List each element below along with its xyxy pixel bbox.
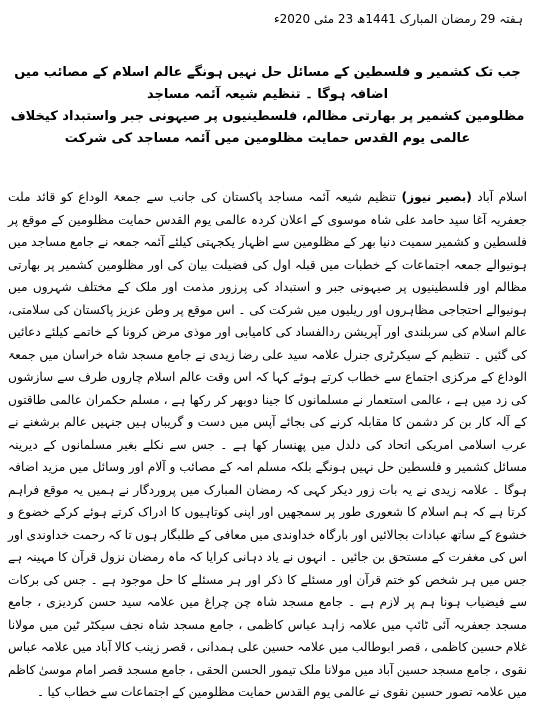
headline xyxy=(8,62,527,150)
article-paragraph xyxy=(8,186,527,704)
article-text: تنظیم شیعہ آئمہ مساجد پاکستان کی جانب سے جمعۃ الوداع کو قائد ملت جعفریہ آغا سید حامد علی شاہ موسوی کے اعلان کردہ عالمی یوم القدس حمایت مظلومین کے موقع پر فلسطین و کشمیر سمیت دنیا بھر کے مظلومین سے اظہار یکجہتی کیلئے آئمہ جمعہ نے جامع مساجد میں ہونیوالے جمعہ اجتماعات کے خطبات میں قبلہ اول کی فضیلت بیان کی اور مظلومین کشمیر پر بھارتی مظالم اور فلسطینیوں پر صیہونی جبر و استبداد کی پرزور مذمت اور ملک کے مختلف شہروں میں ہونیوالے احتجاجی مظاہروں اور ریلیوں میں شرکت کی ۔ اس موقع پر وطن عزیز پاکستان کی سلامتی، عالم اسلام کی سربلندی اور آپریشن ردالفساد کی کامیابی اور موذی مرض کرونا کے خاتمے کیلئے دعائیں کی گئیں ۔ تنظیم کے سیکرٹری جنرل علامہ سید علی رضا زیدی نے جامع مسجد شاہ خراسان میں جمعۃ الوداع کے مرکزی اجتماع سے خطاب کرتے ہوئے کہا کہ اس وقت عالم اسلام چاروں طرف سے سازشوں کی زد میں ہے ، عالمی استعمار نے مسلمانوں کا جینا دوبھر کر رکھا ہے ، مسلم حکمران عالمی طاقتوں کے آلہ کار بن کر دشمن کا مقابلہ کرنے کی بجائے آپس میں دست و گریباں ہیں جنہیں عالم برشغنے نے عرب اسلامی امریکی اتحاد کی دلدل میں پھنسار کھا ہے ۔ جس سے نکلے بغیر مسلمانوں کے دیرینہ مسائل کشمیر و فلسطین حل نہیں ہونگے بلکہ مسلم امہ کے مصائب و آلام اور وسائل میں مزید اضافہ ہوگا ۔ علامہ زیدی نے یہ بات زور دیکر کہی کہ رمضان المبارک میں پروردگار نے ہمیں یہ موقع فراہم کرتا ہے کہ ہم اسلام کا شعوری طور پر سمجھیں اور اپنی کوتاہیوں کا ادراک کرتے ہوئے کرکے خضوع و خشوع کے ساتھ عبادات بجالائیں اور بارگاہ خداوندی میں معافی کے طلبگار ہوں تا کہ رحمت خداوندی اور اس کی مغفرت کے مستحق بن جائیں ۔ انہوں نے یاد دہانی کرایا کہ ماہ رمضان نزول قرآن کا مہینہ ہے جس میں ہر شخص کو ختم قرآن اور مسئلے کا ذکر اور ہر مسئلے کا حل موجود ہے ۔ جس کی برکات سے فیضیاب ہونا ہم پر لازم ہے ۔ جامع مسجد شاہ چن چراغ میں علامہ سید حسن کردیزی ، جامع مسجد جعفریہ آئی ٹائپ میں علامہ زاہد عباس کاظمی ، جامع مسجد شاہ نجف سیکٹر ٹین میں مولانا غلام حسین کاظمی ، قصر ابوطالب میں علامہ حسین علی ہمدانی ، قصر زینب کالا آباد میں علامہ عباس نقوی ، جامع مسجد حسین آباد میں مولانا ملک تیمور الحسن الحقی ، جامع مسجد قصر امام موسیٰ کاظم میں علامہ تصور حسین نقوی نے عالمی یوم القدس حمایت مظلومین کے اجتماعات سے خطاب کیا ۔ xyxy=(8,190,527,699)
article-body xyxy=(8,186,527,704)
news-source: (بصیر نیوز) xyxy=(401,190,472,204)
dateline-city: اسلام آباد xyxy=(477,190,528,204)
headline-line-1: جب تک کشمیر و فلسطین کے مسائل حل نہیں ہونگے عالم اسلام کے مصائب میں اضافہ ہوگا ۔ تنظیم شیعہ آئمہ مساجد xyxy=(14,65,521,102)
headline-line-2: مظلومین کشمیر پر بھارتی مظالم، فلسطینیوں پر صیہونی جبر واستبداد کیخلاف عالمی یوم القدس حمایت مظلومین میں آئمہ مساجد کی شرکت xyxy=(10,109,525,146)
dateline: ہفتہ 29 رمضان المبارک 1441ھ 23 مئی 2020ء xyxy=(273,12,523,26)
